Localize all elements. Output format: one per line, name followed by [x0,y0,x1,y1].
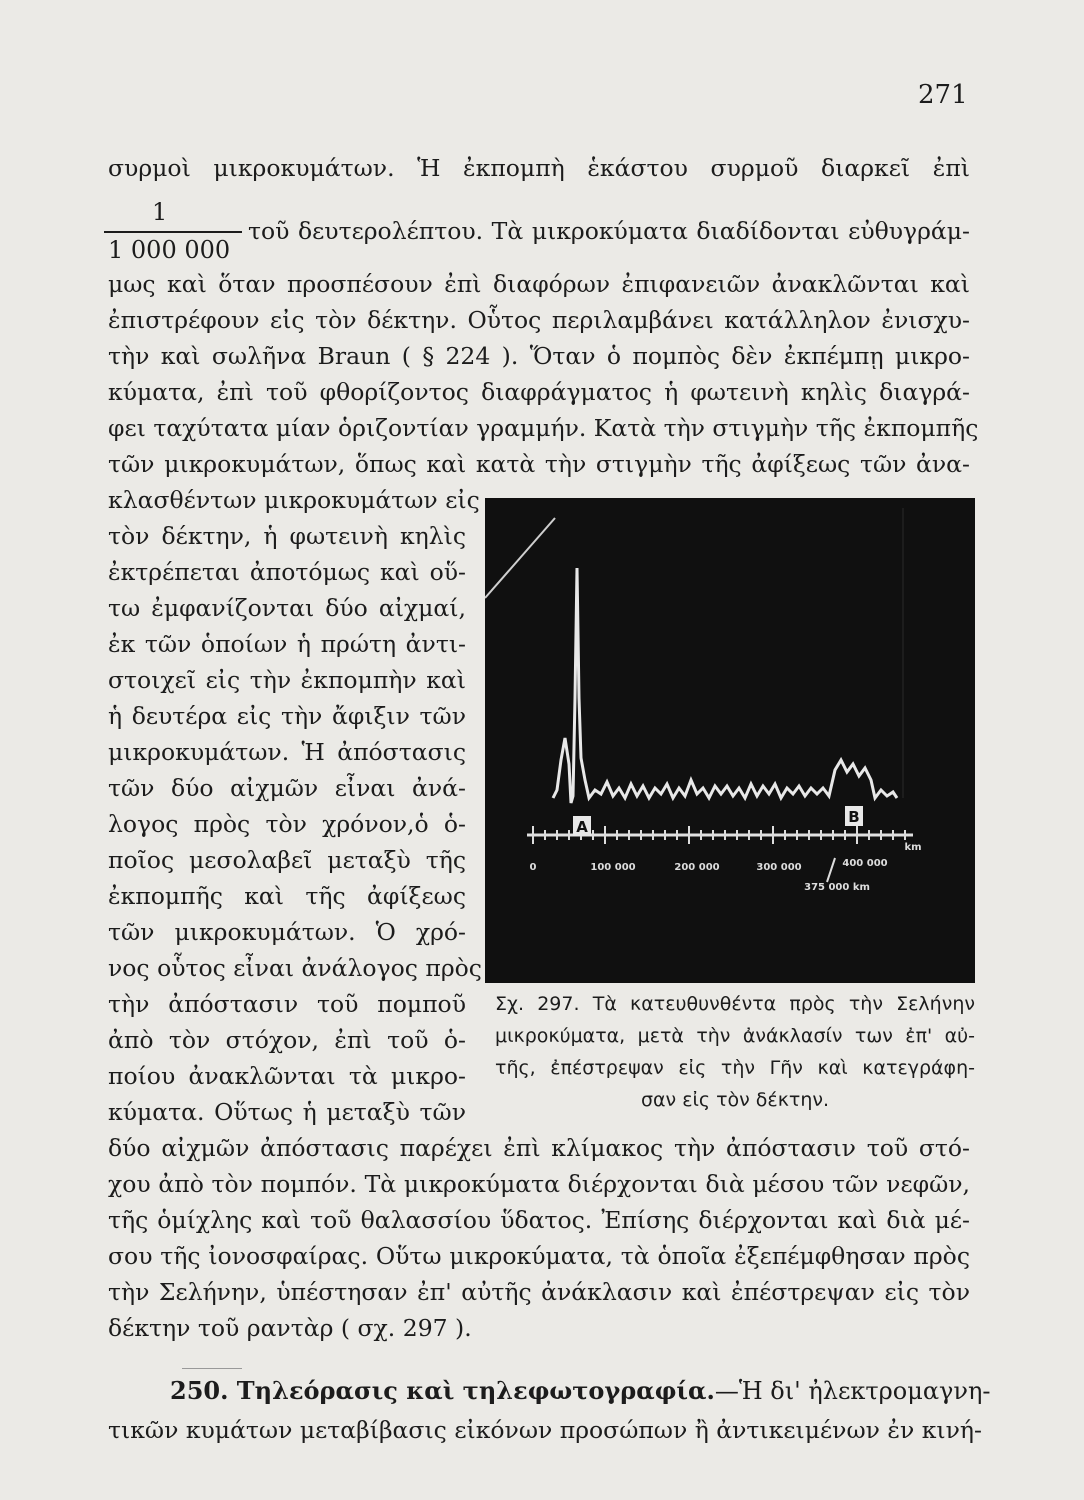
text-line: μικροκυμάτων. Ἡ ἀπόστασις [108,738,466,766]
text-line: μως καὶ ὅταν προσπέσουν ἐπὶ διαφόρων ἐπιφανειῶν ἀνακλῶνται καὶ [108,270,970,298]
text-line: ποῖος μεσολαβεῖ μεταξὺ τῆς [108,846,466,874]
text-line: τικῶν κυμάτων μεταβίβασις εἰκόνων προσώπων ἢ ἀντικειμένων ἐν κινή- [108,1416,982,1444]
text-line: τὸν δέκτην, ἡ φωτεινὴ κηλὶς [108,522,466,550]
label-a: A [576,818,588,836]
text-line: τῶν μικροκυμάτων, ὅπως καὶ κατὰ τὴν στιγμὴν τῆς ἀφίξεως τῶν ἀνα- [108,450,970,478]
text-line: τῆς ὁμίχλης καὶ τοῦ θαλασσίου ὕδατος. Ἐπίσης διέρχονται καὶ διὰ μέ- [108,1206,970,1234]
text-line: τοῦ δευτερολέπτου. Τὰ μικροκύματα διαδίδονται εὐθυγράμ- [248,217,970,245]
text-line: ἐκπομπῆς καὶ τῆς ἀφίξεως [108,882,466,910]
text-line: σου τῆς ἰονοσφαίρας. Οὕτω μικροκύματα, τὰ ὁποῖα ἐξεπέμφθησαν πρὸς [108,1242,970,1270]
figure-oscilloscope [485,498,975,983]
text-line: ποίου ἀνακλῶνται τὰ μικρο- [108,1062,466,1090]
section-heading [170,1376,991,1405]
oscilloscope-image [485,498,975,983]
section-title: 250. Τηλεόρασις καὶ τηλεφωτογραφία. [170,1376,715,1405]
tick-label: 100 000 [590,862,636,873]
text-line: τὴν καὶ σωλῆνα Braun ( § 224 ). Ὅταν ὁ πομπὸς δὲν ἐκπέμπῃ μικρο- [108,342,970,370]
text-line: δύο αἰχμῶν ἀπόστασις παρέχει ἐπὶ κλίμακος τὴν ἀπόστασιν τοῦ στό- [108,1134,970,1162]
text-line: ἐκτρέπεται ἀποτόμως καὶ οὕ- [108,558,466,586]
text-line: κύματα. Οὕτως ἡ μεταξὺ τῶν [108,1098,466,1126]
fraction-numerator: 1 [152,198,168,226]
text-line: ἡ δευτέρα εἰς τὴν ἄφιξιν τῶν [108,702,466,730]
tick-label: 300 000 [756,862,802,873]
text-line: τὴν Σελήνην, ὑπέστησαν ἐπ' αὐτῆς ἀνάκλασιν καὶ ἐπέστρεψαν εἰς τὸν [108,1278,970,1306]
text-line: τῶν μικροκυμάτων. Ὁ χρό- [108,918,466,946]
page-number: 271 [918,80,968,110]
tick-label: 0 [529,862,537,873]
text-line: ἐπιστρέφουν εἰς τὸν δέκτην. Οὗτος περιλαμβάνει κατάλληλον ἐνισχυ- [108,306,970,334]
text-line: φει ταχύτατα μίαν ὁριζοντίαν γραμμήν. Κατὰ τὴν στιγμὴν τῆς ἐκπομπῆς [108,414,979,442]
text-line: στοιχεῖ εἰς τὴν ἐκπομπὴν καὶ [108,666,466,694]
fraction-denominator: 1 000 000 [108,236,231,264]
text-line: τὴν ἀπόστασιν τοῦ πομποῦ [108,990,466,1018]
text-line: κύματα, ἐπὶ τοῦ φθορίζοντος διαφράγματος ἡ φωτεινὴ κηλὶς διαγρά- [108,378,970,406]
figure-caption-line: Σχ. 297. Τὰ κατευθυνθέντα πρὸς τὴν Σελήνην [495,993,975,1015]
text-line: χου ἀπὸ τὸν πομπόν. Τὰ μικροκύματα διέρχονται διὰ μέσου τῶν νεφῶν, [108,1170,970,1198]
tick-label: 400 000 [842,858,888,869]
text-line: τῶν δύο αἰχμῶν εἶναι ἀνά- [108,774,466,802]
text-line: κλασθέντων μικροκυμάτων εἰς [108,486,480,514]
divider [182,1368,242,1369]
fraction [104,198,244,268]
text-line: λογος πρὸς τὸν χρόνον,ὁ ὁ- [108,810,466,838]
text-line: συρμοὶ μικροκυμάτων. Ἡ ἐκπομπὴ ἑκάστου συρμοῦ διαρκεῖ ἐπὶ [108,154,970,182]
figure-caption-line: μικροκύματα, μετὰ τὴν ἀνάκλασίν των ἐπ' αὐ- [495,1025,975,1047]
text-line: ἀπὸ τὸν στόχον, ἐπὶ τοῦ ὁ- [108,1026,466,1054]
label-b: B [848,808,860,826]
figure-caption-line: τῆς, ἐπέστρεψαν εἰς τὴν Γῆν καὶ κατεγράφη- [495,1057,975,1079]
text-line: δέκτην τοῦ ραντὰρ ( σχ. 297 ). [108,1314,472,1342]
marker-label: 375 000 km [804,882,870,893]
figure-caption-line: σαν εἰς τὸν δέκτην. [640,1089,830,1111]
tick-label: 200 000 [674,862,720,873]
text-line: ἐκ τῶν ὁποίων ἡ πρώτη ἀντι- [108,630,466,658]
fraction-bar [104,231,242,233]
axis-unit: km [904,842,922,853]
text-line: τω ἐμφανίζονται δύο αἰχμαί, [108,594,466,622]
text-line: νος οὗτος εἶναι ἀνάλογος πρὸς [108,954,482,982]
section-text: —Ἡ δι' ἠλεκτρομαγνη- [714,1377,991,1405]
